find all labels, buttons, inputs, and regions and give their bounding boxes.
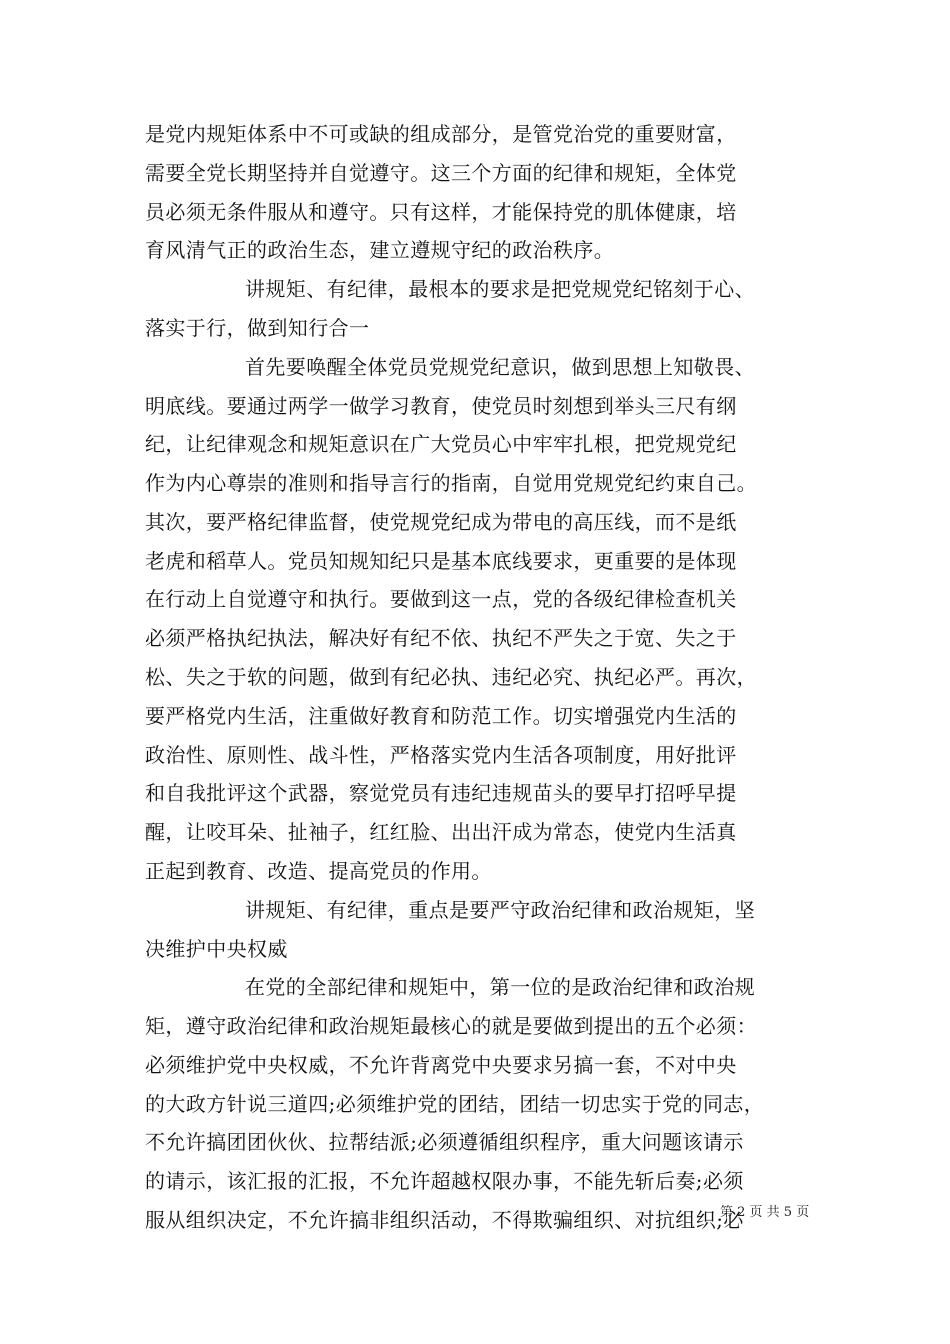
text-line: 作为内心尊崇的准则和指导言行的指南，自觉用党规党纪约束自己。: [145, 471, 757, 495]
text-line: 在党的全部纪律和规矩中，第一位的是政治纪律和政治规: [245, 975, 755, 999]
text-line: 员必须无条件服从和遵守。只有这样，才能保持党的肌体健康，培: [145, 200, 737, 224]
text-line: 和自我批评这个武器，察觉党员有违纪违规苗头的要早打招呼早提: [145, 781, 737, 805]
text-line: 其次，要严格纪律监督，使党规党纪成为带电的高压线，而不是纸: [145, 510, 737, 534]
text-line: 松、失之于软的问题，做到有纪必执、违纪必究、执纪必严。再次，: [145, 665, 757, 689]
text-line: 必须严格执纪执法，解决好有纪不依、执纪不严失之于宽、失之于: [145, 626, 737, 650]
text-line: 政治性、原则性、战斗性，严格落实党内生活各项制度，用好批评: [145, 743, 737, 767]
text-line: 是党内规矩体系中不可或缺的组成部分，是管党治党的重要财富，: [145, 122, 737, 146]
text-line: 老虎和稻草人。党员知规知纪只是基本底线要求，更重要的是体现: [145, 549, 737, 573]
text-line: 的大政方针说三道四;必须维护党的团结，团结一切忠实于党的同志，: [145, 1092, 765, 1116]
section-heading-line: 决维护中央权威: [145, 937, 288, 961]
text-line: 要严格党内生活，注重做好教育和防范工作。切实增强党内生活的: [145, 704, 737, 728]
text-line: 的请示，该汇报的汇报，不允许超越权限办事，不能先斩后奏;必须: [145, 1169, 744, 1193]
section-heading-line: 落实于行，做到知行合一: [145, 316, 370, 340]
section-heading-line: 讲规矩、有纪律，重点是要严守政治纪律和政治规矩，坚: [245, 898, 755, 922]
text-line: 在行动上自觉遵守和执行。要做到这一点，党的各级纪律检查机关: [145, 587, 737, 611]
text-line: 矩，遵守政治纪律和政治规矩最核心的就是要做到提出的五个必须：: [145, 1014, 757, 1038]
text-line: 不允许搞团团伙伙、拉帮结派;必须遵循组织程序，重大问题该请示: [145, 1130, 744, 1154]
text-line: 明底线。要通过两学一做学习教育，使党员时刻想到举头三尺有纲: [145, 394, 737, 418]
section-heading-line: 讲规矩、有纪律，最根本的要求是把党规党纪铭刻于心、: [245, 277, 755, 301]
text-line: 必须维护党中央权威，不允许背离党中央要求另搞一套，不对中央: [145, 1053, 737, 1077]
text-line: 纪，让纪律观念和规矩意识在广大党员心中牢牢扎根，把党规党纪: [145, 432, 737, 456]
text-line: 首先要唤醒全体党员党规党纪意识，做到思想上知敬畏、: [245, 355, 755, 379]
text-line: 需要全党长期坚持并自觉遵守。这三个方面的纪律和规矩，全体党: [145, 161, 737, 185]
text-line: 醒，让咬耳朵、扯袖子，红红脸、出出汗成为常态，使党内生活真: [145, 820, 737, 844]
text-line: 正起到教育、改造、提高党员的作用。: [145, 859, 492, 883]
page-number: 第 2 页 共 5 页: [720, 1205, 810, 1220]
text-line: 育风清气正的政治生态，建立遵规守纪的政治秩序。: [145, 238, 615, 262]
text-line: 服从组织决定，不允许搞非组织活动，不得欺骗组织、对抗组织;必: [145, 1208, 744, 1232]
